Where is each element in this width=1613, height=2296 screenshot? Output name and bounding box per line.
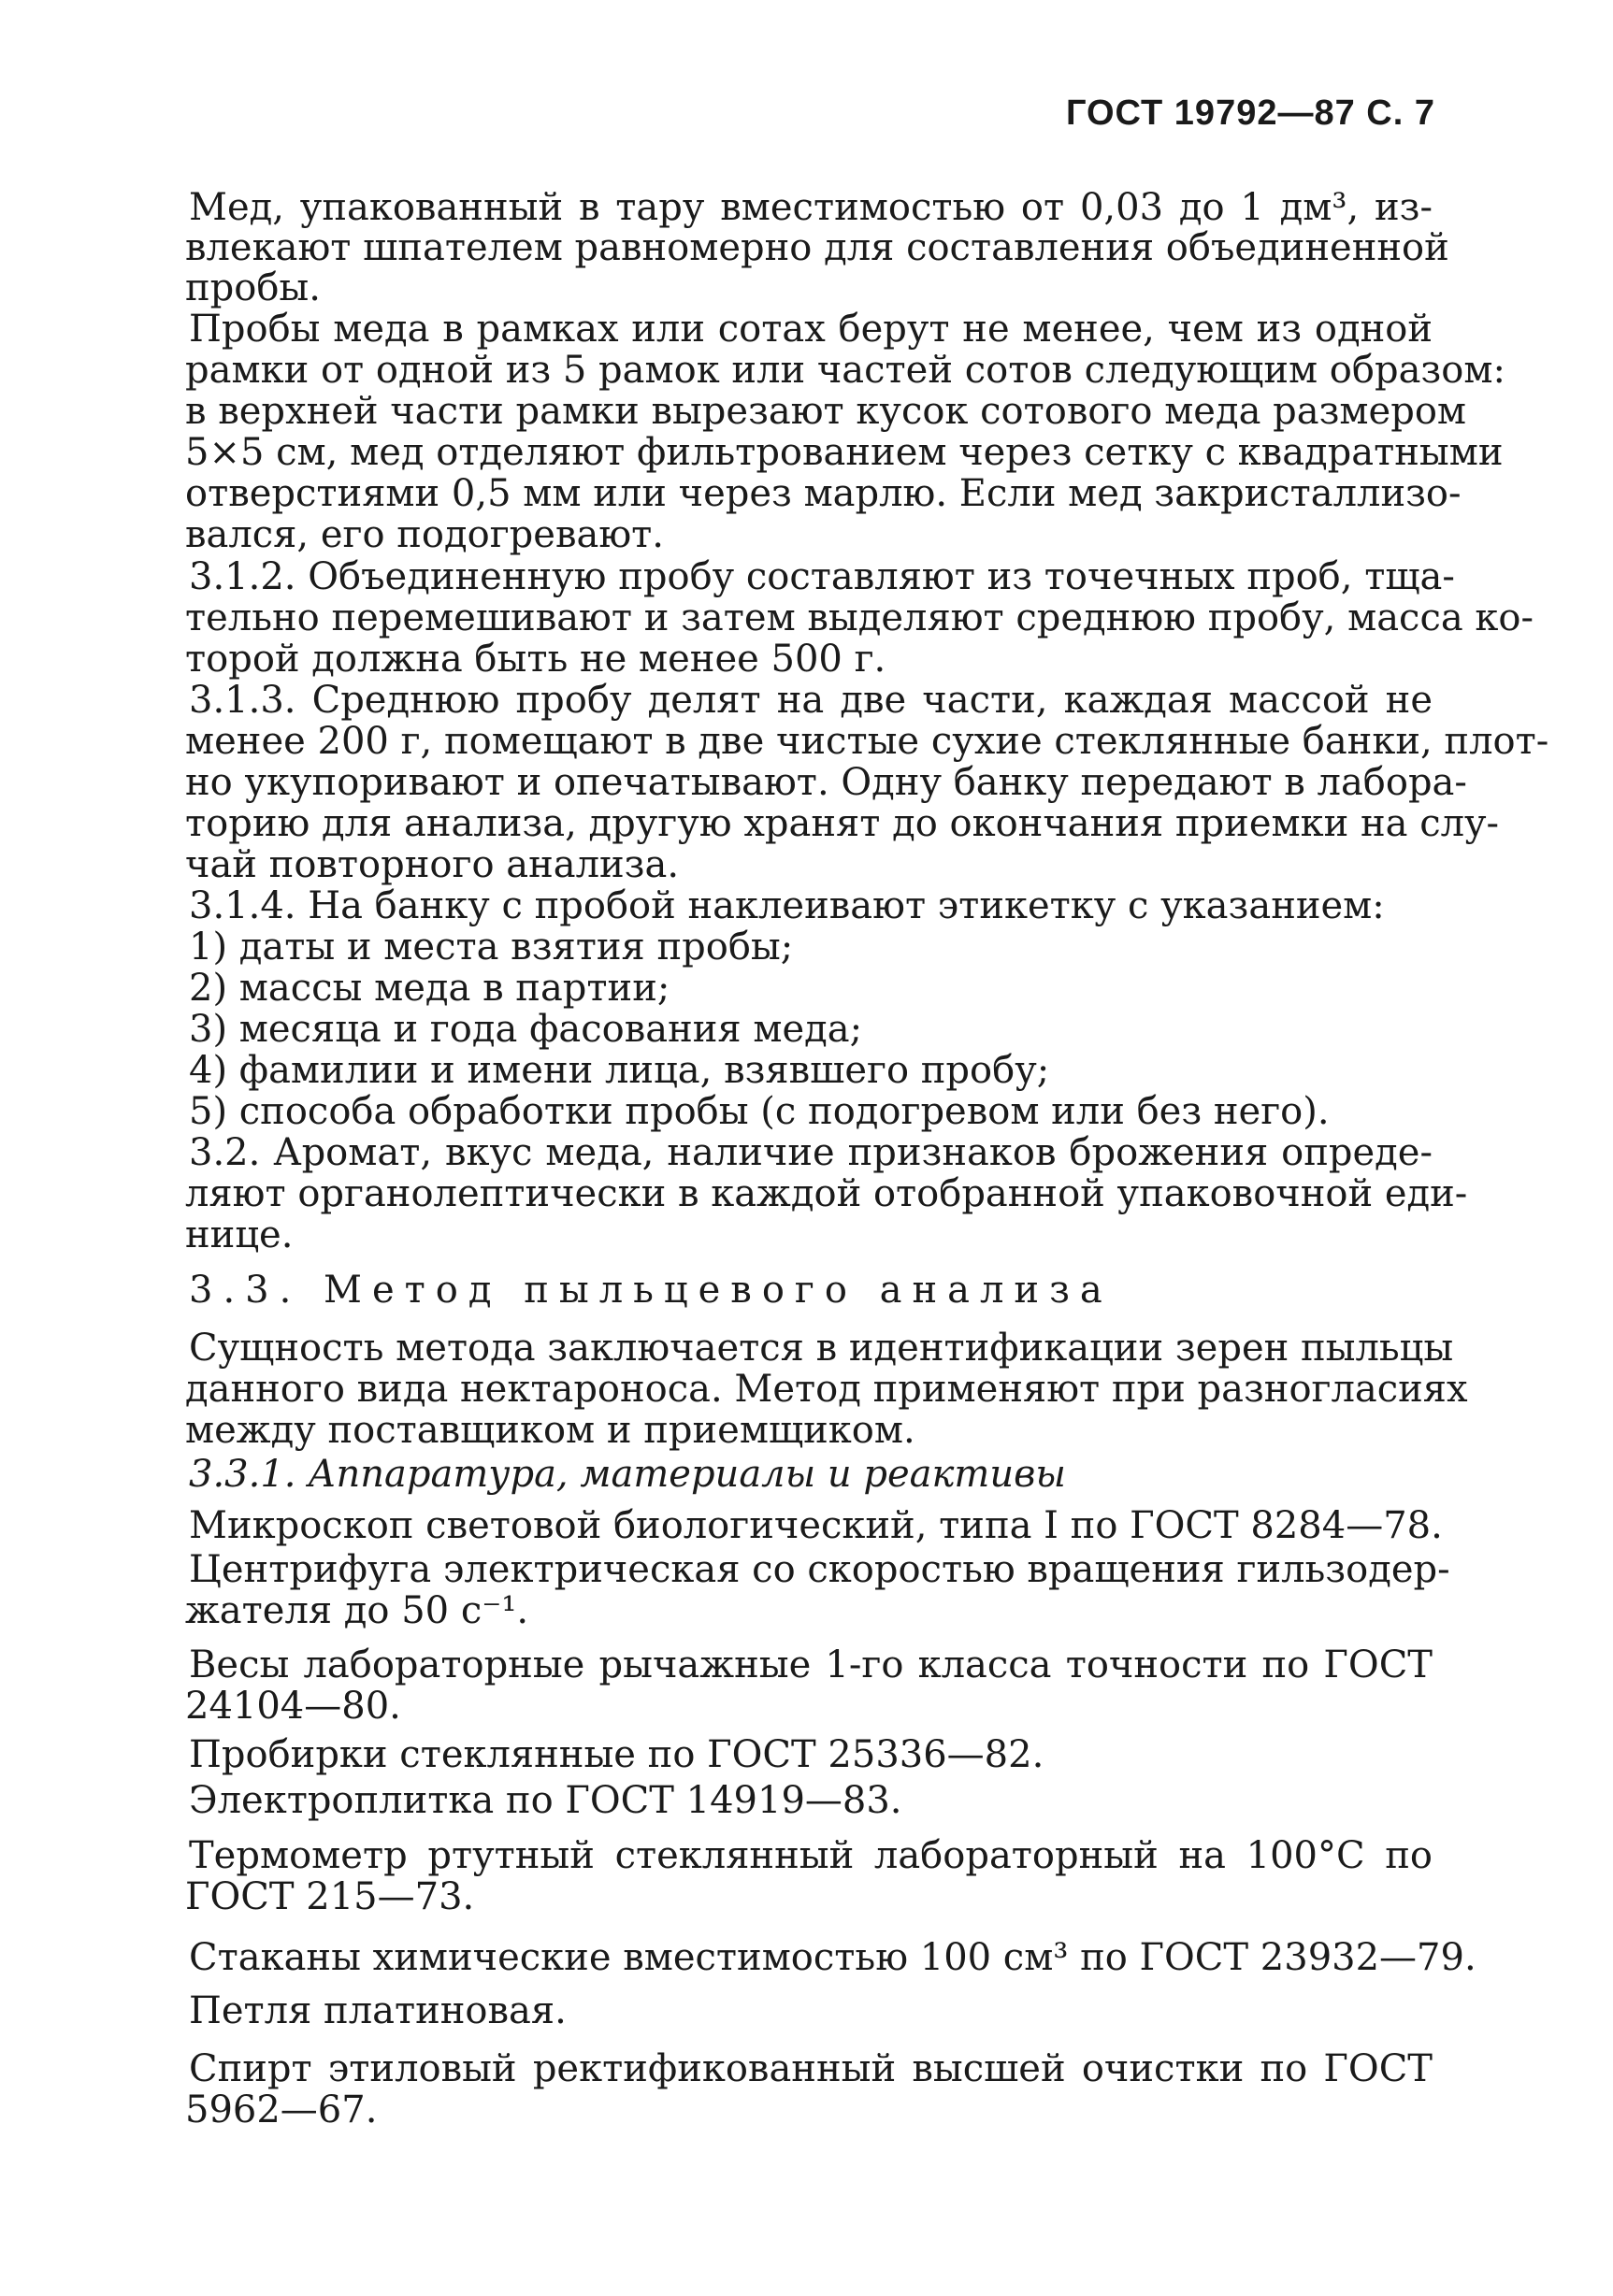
list-item: 2) массы меда в партии; [189, 967, 670, 1010]
text-line: 3.1.4. На банку с пробой наклеивают этикетку с указанием: [189, 884, 1385, 927]
text-line: 24104—80. [185, 1685, 401, 1728]
text-line: рамки от одной из 5 рамок или частей сотов следующим образом: [185, 349, 1505, 392]
text-line: ляют органолептически в каждой отобранной упаковочной еди- [185, 1172, 1468, 1215]
text-line: торию для анализа, другую хранят до окончания приемки на слу- [185, 802, 1500, 845]
text-line: Мед, упакованный в тару вместимостью от 0,03 до 1 дм³, из- [189, 186, 1433, 229]
list-item: 3) месяца и года фасования меда; [189, 1008, 863, 1051]
text-line: Весы лабораторные рычажные 1-го класса точности по ГОСТ [189, 1643, 1433, 1686]
text-line: отверстиями 0,5 мм или через марлю. Если мед закристаллизо- [185, 472, 1462, 515]
text-line: менее 200 г, помещают в две чистые сухие стеклянные банки, плот- [185, 720, 1549, 763]
text-line: Спирт этиловый ректификованный высшей очистки по ГОСТ [189, 2047, 1433, 2090]
text-line: влекают шпателем равномерно для составления объединенной [185, 226, 1449, 269]
list-item: 1) даты и места взятия пробы; [189, 926, 794, 969]
text-line: Сущность метода заключается в идентификации зерен пыльцы [189, 1327, 1454, 1370]
text-line: Электроплитка по ГОСТ 14919—83. [189, 1779, 902, 1822]
page-header: ГОСТ 19792—87 С. 7 [1065, 93, 1435, 133]
text-line: 5×5 см, мед отделяют фильтрованием через сетку с квадратными [185, 431, 1504, 474]
text-line: торой должна быть не менее 500 г. [185, 638, 886, 681]
text-line: 5962—67. [185, 2088, 378, 2131]
text-line: но укупоривают и опечатывают. Одну банку передают в лабора- [185, 761, 1467, 804]
text-line: чай повторного анализа. [185, 843, 680, 886]
text-line: 3.1.2. Объединенную пробу составляют из точечных проб, тща- [189, 555, 1455, 598]
text-line: между поставщиком и приемщиком. [185, 1409, 915, 1452]
text-line: 3.2. Аромат, вкус меда, наличие признаков брожения опреде- [189, 1131, 1433, 1174]
text-line: Центрифуга электрическая со скоростью вращения гильзодер- [189, 1548, 1450, 1591]
text-line: нице. [185, 1213, 294, 1256]
text-line: Микроскоп световой биологический, типа I по ГОСТ 8284—78. [189, 1504, 1443, 1547]
text-line: тельно перемешивают и затем выделяют среднюю пробу, масса ко- [185, 596, 1534, 639]
text-line: вался, его подогревают. [185, 513, 664, 556]
list-item: 5) способа обработки пробы (с подогревом или без него). [189, 1090, 1330, 1133]
text-line: в верхней части рамки вырезают кусок сотового меда размером [185, 390, 1467, 433]
text-line: пробы. [185, 266, 321, 309]
text-line: ГОСТ 215—73. [185, 1875, 475, 1918]
section-heading: 3.3. Метод пыльцевого анализа [189, 1269, 1113, 1312]
subsection-heading: 3.3.1. Аппаратура, материалы и реактивы [189, 1453, 1066, 1496]
text-line: данного вида нектароноса. Метод применяют при разногласиях [185, 1368, 1468, 1411]
text-line: Пробы меда в рамках или сотах берут не менее, чем из одной [189, 308, 1433, 351]
text-line: Стаканы химические вместимостью 100 см³ по ГОСТ 23932—79. [189, 1936, 1476, 1979]
text-line: жателя до 50 с⁻¹. [185, 1589, 529, 1632]
text-line: 3.1.3. Среднюю пробу делят на две части, каждая массой не [189, 679, 1433, 722]
text-line: Пробирки стеклянные по ГОСТ 25336—82. [189, 1733, 1044, 1776]
text-line: Термометр ртутный стеклянный лабораторный на 100°С по [189, 1834, 1433, 1877]
text-line: Петля платиновая. [189, 1989, 567, 2032]
list-item: 4) фамилии и имени лица, взявшего пробу; [189, 1049, 1050, 1092]
